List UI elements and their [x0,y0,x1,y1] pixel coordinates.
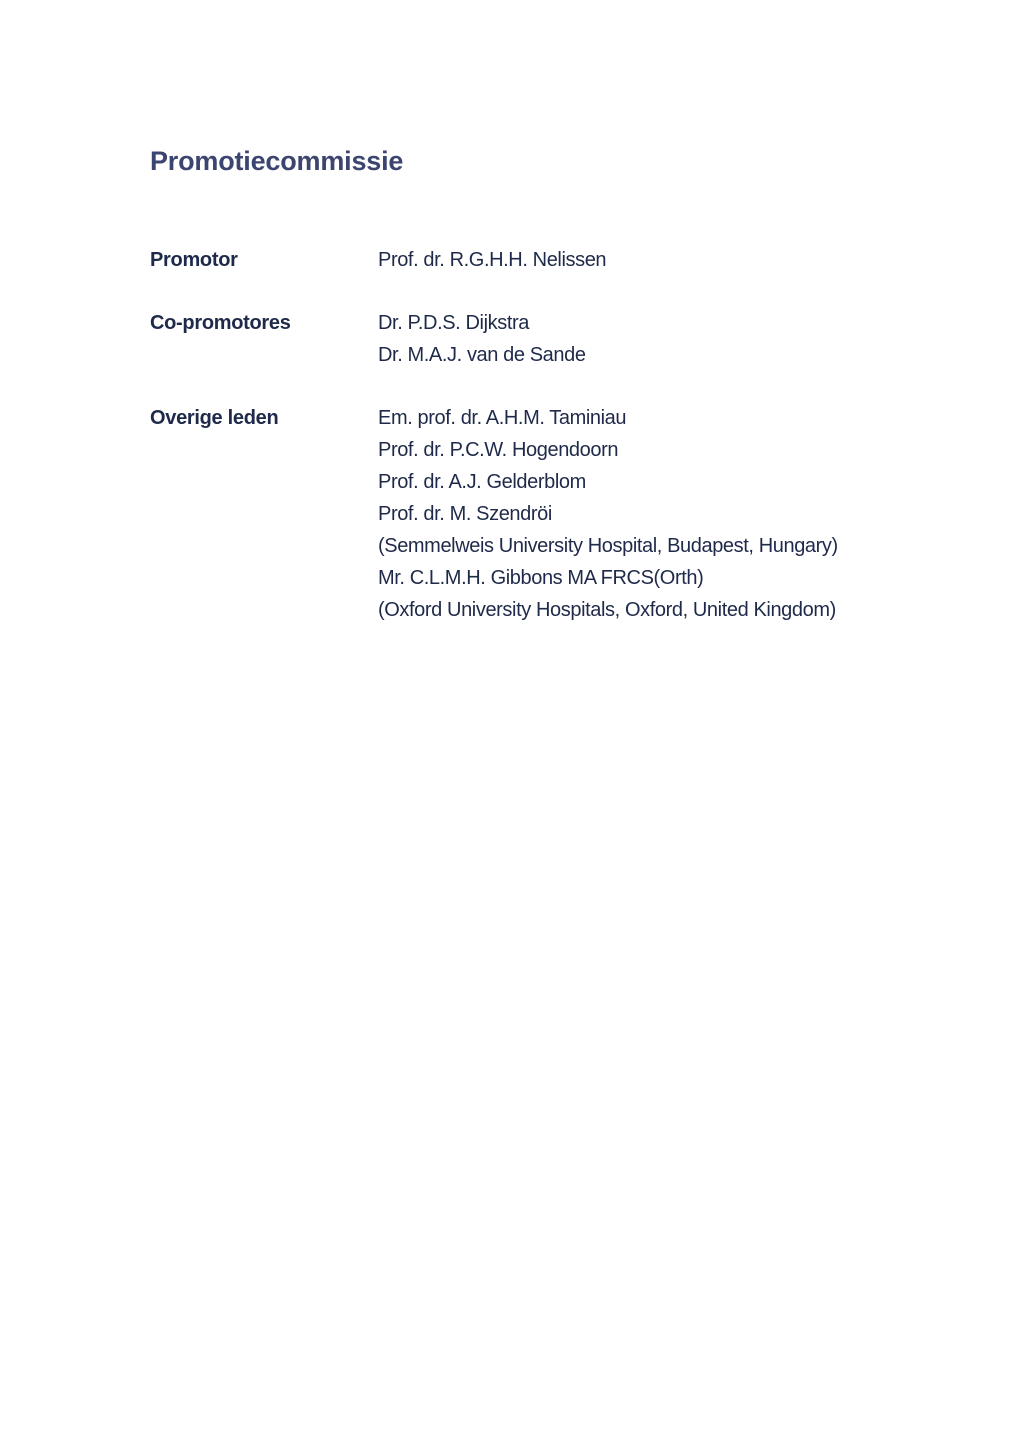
page-title: Promotiecommissie [150,146,404,176]
member-affiliation: (Semmelweis University Hospital, Budapest, Hungary) [378,535,838,557]
committee-group-co-promotores [150,307,910,371]
member-name: Dr. P.D.S. Dijkstra [378,312,529,334]
member-name: Dr. M.A.J. van de Sande [378,344,586,366]
member-list [378,307,910,371]
member-name: Prof. dr. A.J. Gelderblom [378,471,586,493]
committee-list [150,244,910,657]
committee-group-promotor [150,244,910,276]
member-name: Prof. dr. R.G.H.H. Nelissen [378,249,607,271]
member-affiliation: (Oxford University Hospitals, Oxford, United Kingdom) [378,599,836,621]
committee-group-overige-leden [150,402,910,626]
member-list [378,244,910,276]
member-name: Em. prof. dr. A.H.M. Taminiau [378,407,627,429]
role-label: Overige leden [150,407,279,429]
member-name: Prof. dr. P.C.W. Hogendoorn [378,439,619,461]
member-name: Mr. C.L.M.H. Gibbons MA FRCS(Orth) [378,567,704,589]
member-name: Prof. dr. M. Szendröi [378,503,552,525]
member-list [378,402,910,626]
role-label: Promotor [150,249,238,271]
role-label: Co-promotores [150,312,291,334]
